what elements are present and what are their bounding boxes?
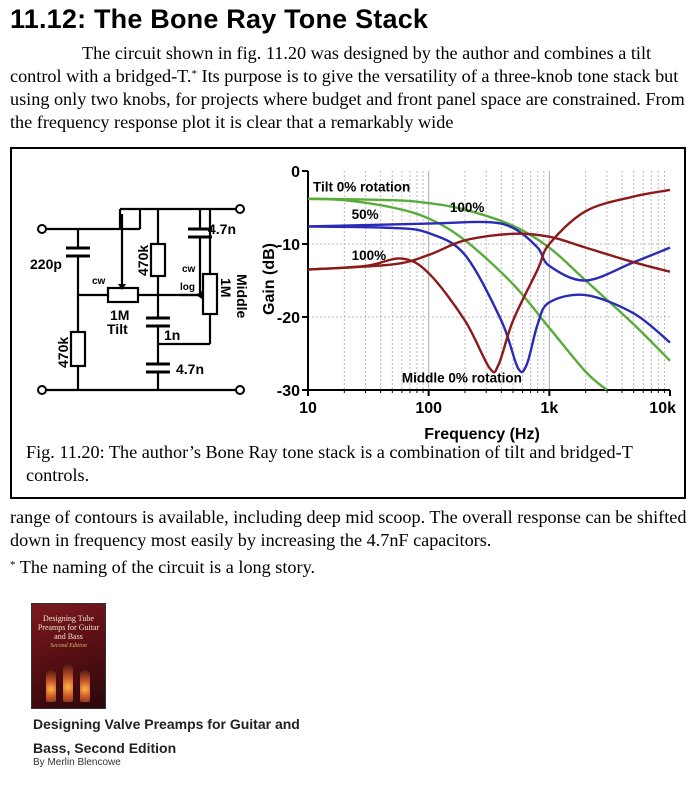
label-pot-middle-name: Middle <box>234 274 250 319</box>
footnote-mark: * <box>10 559 16 571</box>
label-c-top: 4.7n <box>208 221 237 237</box>
label-cw-tilt: cw <box>92 276 106 287</box>
y-axis-label: Gain (dB) <box>261 243 278 315</box>
x-tick-label: 10k <box>649 400 676 417</box>
label-c-bottom: 4.7n <box>176 361 205 377</box>
intro-text-1: The circuit shown in fig. 11.20 was designed by the author and combines a tilt control with a bridged-T. <box>10 43 652 86</box>
intro-paragraph <box>10 42 690 134</box>
y-tick-label: -20 <box>276 310 300 327</box>
label-log: log <box>180 282 195 293</box>
label-pot-tilt-name: Tilt <box>107 321 128 337</box>
x-axis-label: Frequency (Hz) <box>424 426 540 443</box>
label-cw-middle: cw <box>182 264 196 275</box>
y-tick-label: -10 <box>276 237 300 254</box>
y-tick-label: -30 <box>276 383 300 400</box>
section-title: 11.12: The Bone Ray Tone Stack <box>10 4 429 34</box>
y-tick-label: 0 <box>291 164 300 181</box>
book-cover-title: Designing Tube Preamps for Guitar and Bass <box>37 614 100 641</box>
label-pot-middle-value: 1M <box>218 278 234 298</box>
book-cover-edition: Second Edition <box>50 643 87 649</box>
book-title-link[interactable]: Designing Valve Preamps for Guitar and Bass, Second Edition <box>33 716 300 756</box>
valve-illustration <box>80 670 90 702</box>
footnote-text: The naming of the circuit is a long story. <box>15 557 316 577</box>
valve-illustration <box>46 670 56 702</box>
valve-illustration <box>63 664 73 702</box>
continuation-paragraph: range of contours is available, including deep mid scoop. The overall response can be shifted down in frequency most easily by increasing the 4.7nF capacitors. <box>10 507 687 550</box>
label-c-input: 220p <box>30 256 62 272</box>
annotation-label: 100% <box>351 248 387 264</box>
book-author: By Merlin Blencowe <box>33 757 121 768</box>
figure-11-20 <box>10 147 686 499</box>
tone-stack-schematic <box>30 154 250 394</box>
annotation-label: 50% <box>351 207 379 223</box>
label-c-small: 1n <box>164 327 181 343</box>
chart-grid <box>308 171 670 390</box>
annotation-label: Tilt 0% rotation <box>312 179 411 195</box>
label-pot-tilt-value: 1M <box>110 307 130 323</box>
annotation-label: Middle 0% rotation <box>401 370 522 386</box>
x-tick-label: 1k <box>540 400 559 417</box>
x-tick-label: 10 <box>299 400 317 417</box>
book-cover-image[interactable] <box>31 603 106 709</box>
annotation-label: 100% <box>449 199 485 215</box>
footnote <box>10 556 690 579</box>
label-r-tilt-track: 470k <box>135 244 151 276</box>
footnote-reference[interactable]: * <box>191 68 197 80</box>
label-r-ground: 470k <box>55 336 71 368</box>
intro-text-2: Its purpose is to give the versatility of a three-knob tone stack but using only two knobs, for projects where budget and front panel space are constrained. From the frequency response plot it is clear that a remarkably wide <box>10 66 685 132</box>
figure-caption: Fig. 11.20: The author’s Bone Ray tone stack is a combination of tilt and bridged-T controls. <box>26 442 633 485</box>
chart-annotations <box>313 179 522 385</box>
x-tick-label: 100 <box>415 400 443 417</box>
frequency-response-chart <box>252 159 676 443</box>
